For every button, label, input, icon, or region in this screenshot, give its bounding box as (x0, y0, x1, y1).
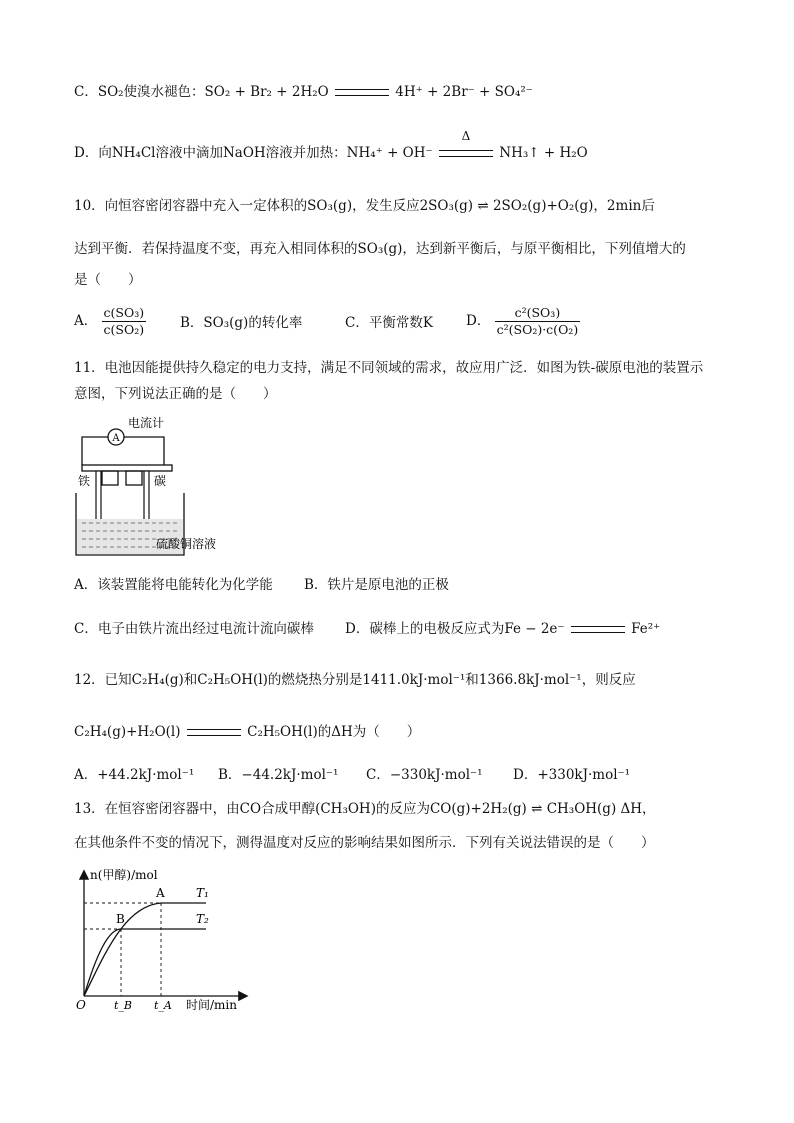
x-axis-label: 时间/min (186, 998, 237, 1012)
q10-d-fraction (495, 305, 581, 338)
q10-line2: 达到平衡．若保持温度不变，再充入相同体积的SO₃(g)，达到新平衡后，与原平衡相比，下列值增大的 (74, 241, 686, 257)
origin-label: O (76, 998, 86, 1012)
q11-option-c: C．电子由铁片流出经过电流计流向碳棒 (74, 621, 314, 637)
q13-line1: 13．在恒容密闭容器中，由CO合成甲醇(CH₃OH)的反应为CO(g)+2H₂(g) ⇌ CH₃OH(g) ΔH， (74, 801, 656, 817)
q12-option-c: C．−330kJ·mol⁻¹ (366, 767, 483, 783)
q10-d-numerator: c²(SO₃) (495, 305, 581, 322)
equals-sign (439, 150, 493, 157)
q13-line2: 在其他条件不变的情况下，测得温度对反应的影响结果如图所示．下列有关说法错误的是（ ） (74, 835, 655, 851)
q11-option-d (345, 619, 660, 639)
q12-equation (74, 722, 420, 742)
q10-a-fraction (102, 305, 147, 338)
methanol-temperature-chart (74, 866, 254, 1016)
point-b-label: B (116, 912, 125, 926)
q10-option-d (466, 305, 580, 338)
q11-option-b: B．铁片是原电池的正极 (304, 577, 449, 593)
q12-line1: 12．已知C₂H₄(g)和C₂H₅OH(l)的燃烧热分别是1411.0kJ·mol⁻¹和1366.8kJ·mol⁻¹，则反应 (74, 672, 636, 688)
galvanic-cell-figure (74, 415, 234, 565)
q9-d-rhs: NH₃↑ + H₂O (499, 145, 588, 161)
ammeter-symbol: A (112, 433, 120, 444)
tick-tb: t_B (114, 999, 133, 1012)
q11-line2: 意图，下列说法正确的是（ ） (74, 386, 277, 402)
point-a-label: A (156, 886, 165, 900)
q11-line1: 11．电池因能提供持久稳定的电力支持，满足不同领域的需求，故应用广泛．如图为铁-碳原电池的装置示 (74, 360, 704, 376)
q12-option-d: D．+330kJ·mol⁻¹ (513, 767, 631, 783)
q11-d-text: D．碳棒上的电极反应式为Fe − 2e⁻ (345, 621, 565, 637)
carbon-label: 碳 (154, 474, 167, 488)
series-t2-label: T₂ (196, 912, 209, 926)
q10-line1: 10．向恒容密闭容器中充入一定体积的SO₃(g)，发生反应2SO₃(g) ⇌ 2SO₂(g)+O₂(g)，2min后 (74, 198, 655, 214)
heating-arrow (437, 129, 495, 163)
solution-label: 硫酸铜溶液 (156, 537, 217, 551)
equals-sign (187, 729, 241, 736)
q10-a-numerator: c(SO₃) (103, 305, 145, 320)
q10-line3: 是（ ） (74, 272, 142, 288)
tick-ta: t_A (154, 999, 172, 1012)
q12-option-a: A．+44.2kJ·mol⁻¹ (74, 767, 195, 783)
q9-option-d (74, 129, 588, 163)
y-axis-label: n(甲醇)/mol (90, 868, 158, 882)
equals-sign (571, 626, 625, 633)
q9-c-rhs: 4H⁺ + 2Br⁻ + SO₄²⁻ (395, 84, 533, 100)
iron-label: 铁 (78, 474, 91, 488)
q10-option-a (74, 305, 146, 338)
series-t1-label: T₁ (196, 886, 209, 900)
q12-eq-lhs: C₂H₄(g)+H₂O(l) (74, 724, 181, 740)
q12-option-b: B．−44.2kJ·mol⁻¹ (218, 767, 339, 783)
q9-c-text: C．SO₂使溴水褪色：SO₂ + Br₂ + 2H₂O (74, 84, 329, 100)
curve-t1 (84, 903, 206, 996)
q10-option-c: C．平衡常数K (345, 315, 433, 331)
q10-d-denominator: c²(SO₂)·c(O₂) (496, 322, 579, 337)
q10-option-b: B．SO₃(g)的转化率 (180, 315, 303, 331)
q9-option-c (74, 82, 533, 102)
q11-option-a: A．该装置能将电能转化为化学能 (74, 577, 273, 593)
curve-t2 (84, 929, 206, 996)
q11-d-rhs: Fe²⁺ (631, 621, 661, 637)
equals-sign (335, 89, 389, 96)
q9-d-text: D．向NH₄Cl溶液中滴加NaOH溶液并加热：NH₄⁺ + OH⁻ (74, 145, 433, 161)
delta-condition: Δ (461, 129, 471, 143)
q10-a-denominator: c(SO₂) (103, 322, 145, 337)
q12-eq-rhs: C₂H₅OH(l)的ΔH为（ ） (247, 724, 421, 740)
q10-a-label: A． (74, 313, 98, 329)
q10-d-label: D． (466, 313, 491, 329)
ammeter-label: 电流计 (128, 416, 165, 430)
